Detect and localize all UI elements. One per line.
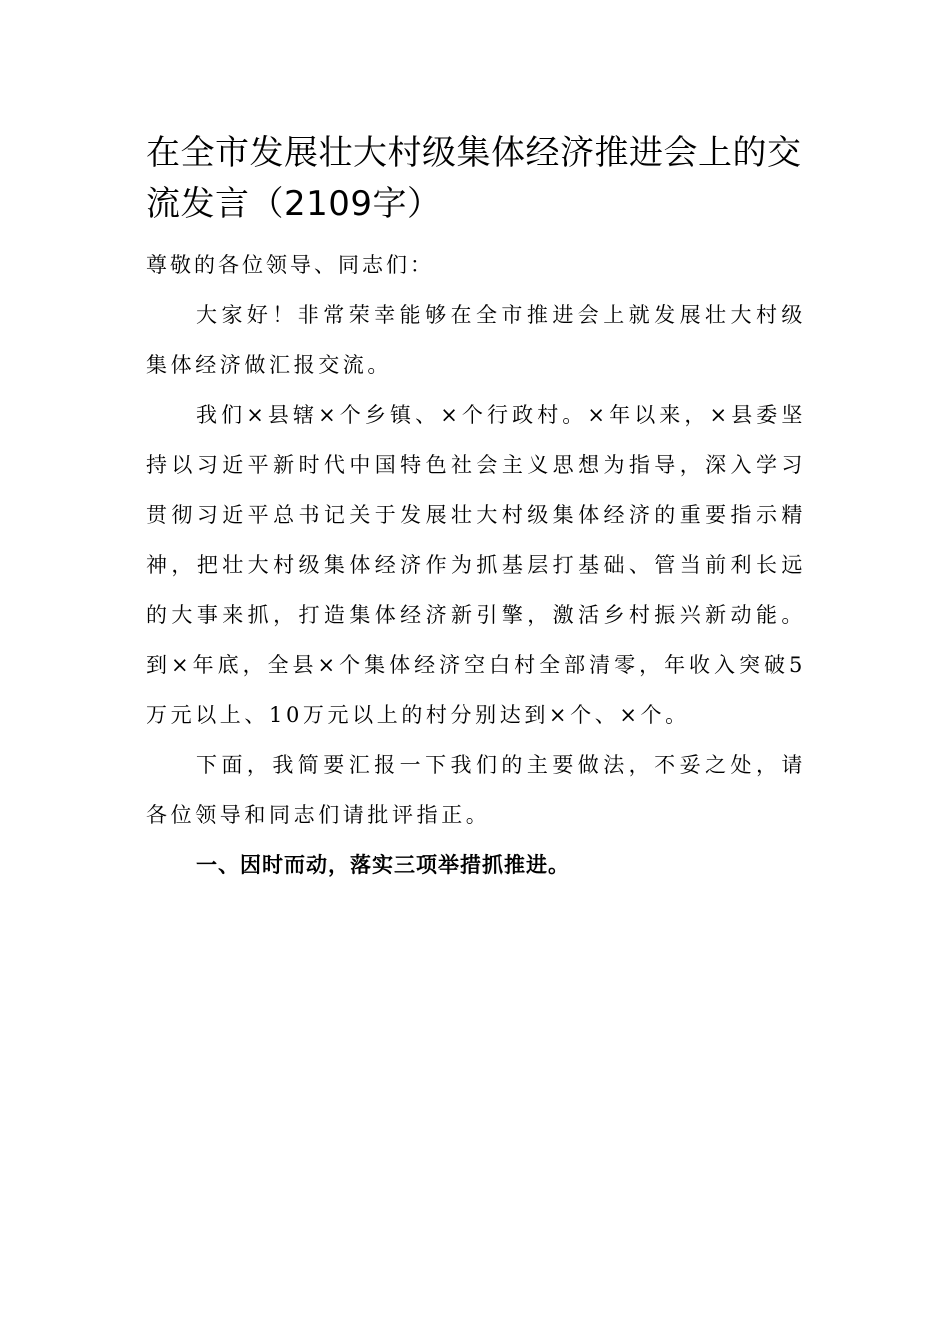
paragraph-overview: 我们×县辖×个乡镇、×个行政村。×年以来，×县委坚持以习近平新时代中国特色社会主义思想为指导，深入学习贯彻习近平总书记关于发展壮大村级集体经济的重要指示精神，把壮大村级集体经济作为抓基层打基础、管当前利长远的大事来抓，打造集体经济新引擎，激活乡村振兴新动能。到×年底，全县×个集体经济空白村全部清零，年收入突破5万元以上、10万元以上的村分别达到×个、×个。	[146, 403, 806, 727]
paragraph-greeting: 大家好！非常荣幸能够在全市推进会上就发展壮大村级集体经济做汇报交流。	[146, 303, 806, 377]
salutation: 尊敬的各位领导、同志们：	[146, 253, 434, 277]
section-heading: 一、因时而动，落实三项举措抓推进。	[196, 853, 570, 877]
document-title: 在全市发展壮大村级集体经济推进会上的交流发言（2109字）	[146, 133, 802, 224]
paragraph-intro: 下面，我简要汇报一下我们的主要做法，不妥之处，请各位领导和同志们请批评指正。	[146, 753, 806, 827]
document-body	[146, 128, 806, 890]
